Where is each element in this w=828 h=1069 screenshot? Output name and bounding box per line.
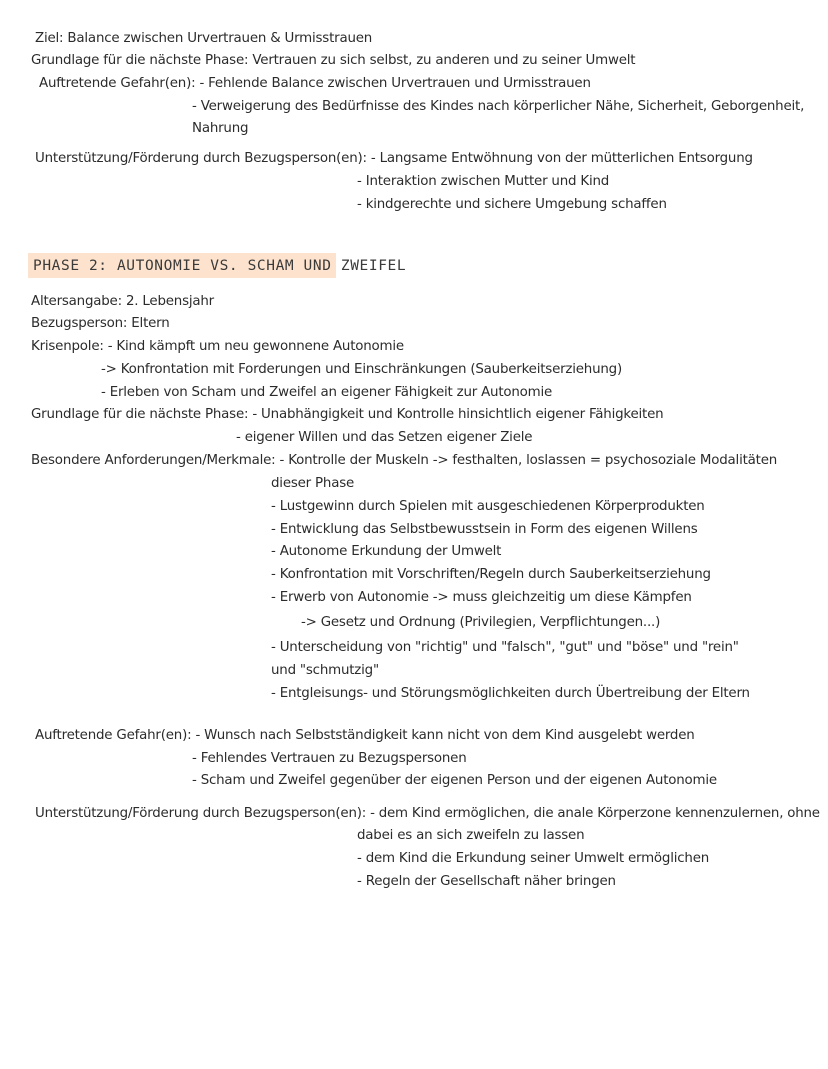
phase2-gefahr-1: Auftretende Gefahr(en): - Wunsch nach Selbstständigkeit kann nicht von dem Kind ausgelebt werden (35, 728, 695, 743)
phase2-unterstuetzung-1-cont: dabei es an sich zweifeln zu lassen (357, 828, 585, 843)
phase2-merkmale-1: Besondere Anforderungen/Merkmale: - Kontrolle der Muskeln -> festhalten, loslassen = psychosoziale Modalitäten (31, 453, 778, 468)
phase2-merkmale-3: - Entwicklung das Selbstbewusstsein in Form des eigenen Willens (271, 522, 698, 537)
phase1-unterstuetzung-1: Unterstützung/Förderung durch Bezugsperson(en): - Langsame Entwöhnung von der mütterlichen Entsorgung (35, 151, 753, 166)
phase2-merkmale-7: - Unterscheidung von "richtig" und "falsch", "gut" und "böse" und "rein" (271, 640, 739, 655)
phase2-krisenpole-1: Krisenpole: - Kind kämpft um neu gewonnene Autonomie (31, 339, 404, 354)
phase1-unterstuetzung-3: - kindgerechte und sichere Umgebung schaffen (357, 197, 667, 212)
phase2-krisenpole-2: -> Konfrontation mit Forderungen und Einschränkungen (Sauberkeitserziehung) (101, 362, 622, 377)
phase2-merkmale-2: - Lustgewinn durch Spielen mit ausgeschiedenen Körperprodukten (271, 499, 705, 514)
phase2-merkmale-4: - Autonome Erkundung der Umwelt (271, 544, 502, 559)
phase1-unterstuetzung-2: - Interaktion zwischen Mutter und Kind (357, 174, 610, 189)
phase2-unterstuetzung-3: - Regeln der Gesellschaft näher bringen (357, 874, 616, 889)
phase2-merkmale-7-cont: und "schmutzig" (271, 663, 379, 678)
phase1-ziel: Ziel: Balance zwischen Urvertrauen & Urmisstrauen (35, 31, 373, 46)
phase2-alter: Altersangabe: 2. Lebensjahr (31, 294, 214, 309)
phase2-heading: PHASE 2: AUTONOMIE VS. SCHAM UND ZWEIFEL (33, 258, 407, 274)
phase2-merkmale-6-cont: -> Gesetz und Ordnung (Privilegien, Verpflichtungen...) (301, 615, 661, 630)
phase2-unterstuetzung-2: - dem Kind die Erkundung seiner Umwelt ermöglichen (357, 851, 710, 866)
phase2-merkmale-6: - Erwerb von Autonomie -> muss gleichzeitig um diese Kämpfen (271, 590, 692, 605)
phase1-gefahr-2-cont: Nahrung (192, 121, 249, 136)
phase2-merkmale-5: - Konfrontation mit Vorschriften/Regeln durch Sauberkeitserziehung (271, 567, 711, 582)
phase2-krisenpole-3: - Erleben von Scham und Zweifel an eigener Fähigkeit zur Autonomie (101, 385, 553, 400)
phase1-gefahr-2: - Verweigerung des Bedürfnisse des Kindes nach körperlicher Nähe, Sicherheit, Geborgenheit, (192, 99, 805, 114)
phase2-gefahr-3: - Scham und Zweifel gegenüber der eigenen Person und der eigenen Autonomie (192, 773, 717, 788)
phase2-merkmale-8: - Entgleisungs- und Störungsmöglichkeiten durch Übertreibung der Eltern (271, 686, 750, 701)
phase2-gefahr-2: - Fehlendes Vertrauen zu Bezugspersonen (192, 751, 467, 766)
phase2-unterstuetzung-1: Unterstützung/Förderung durch Bezugsperson(en): - dem Kind ermöglichen, die anale Körperzone kennenzulernen, ohne (35, 806, 820, 821)
phase1-gefahr-1: Auftretende Gefahr(en): - Fehlende Balance zwischen Urvertrauen und Urmisstrauen (39, 76, 591, 91)
phase2-grundlage-1: Grundlage für die nächste Phase: - Unabhängigkeit und Kontrolle hinsichtlich eigener Fähigkeiten (31, 407, 664, 422)
phase2-grundlage-2: - eigener Willen und das Setzen eigener Ziele (236, 430, 533, 445)
phase2-bezugsperson: Bezugsperson: Eltern (31, 316, 170, 331)
phase2-merkmale-1-cont: dieser Phase (271, 476, 355, 491)
phase1-grundlage: Grundlage für die nächste Phase: Vertrauen zu sich selbst, zu anderen und zu seiner Umwelt (31, 53, 636, 68)
